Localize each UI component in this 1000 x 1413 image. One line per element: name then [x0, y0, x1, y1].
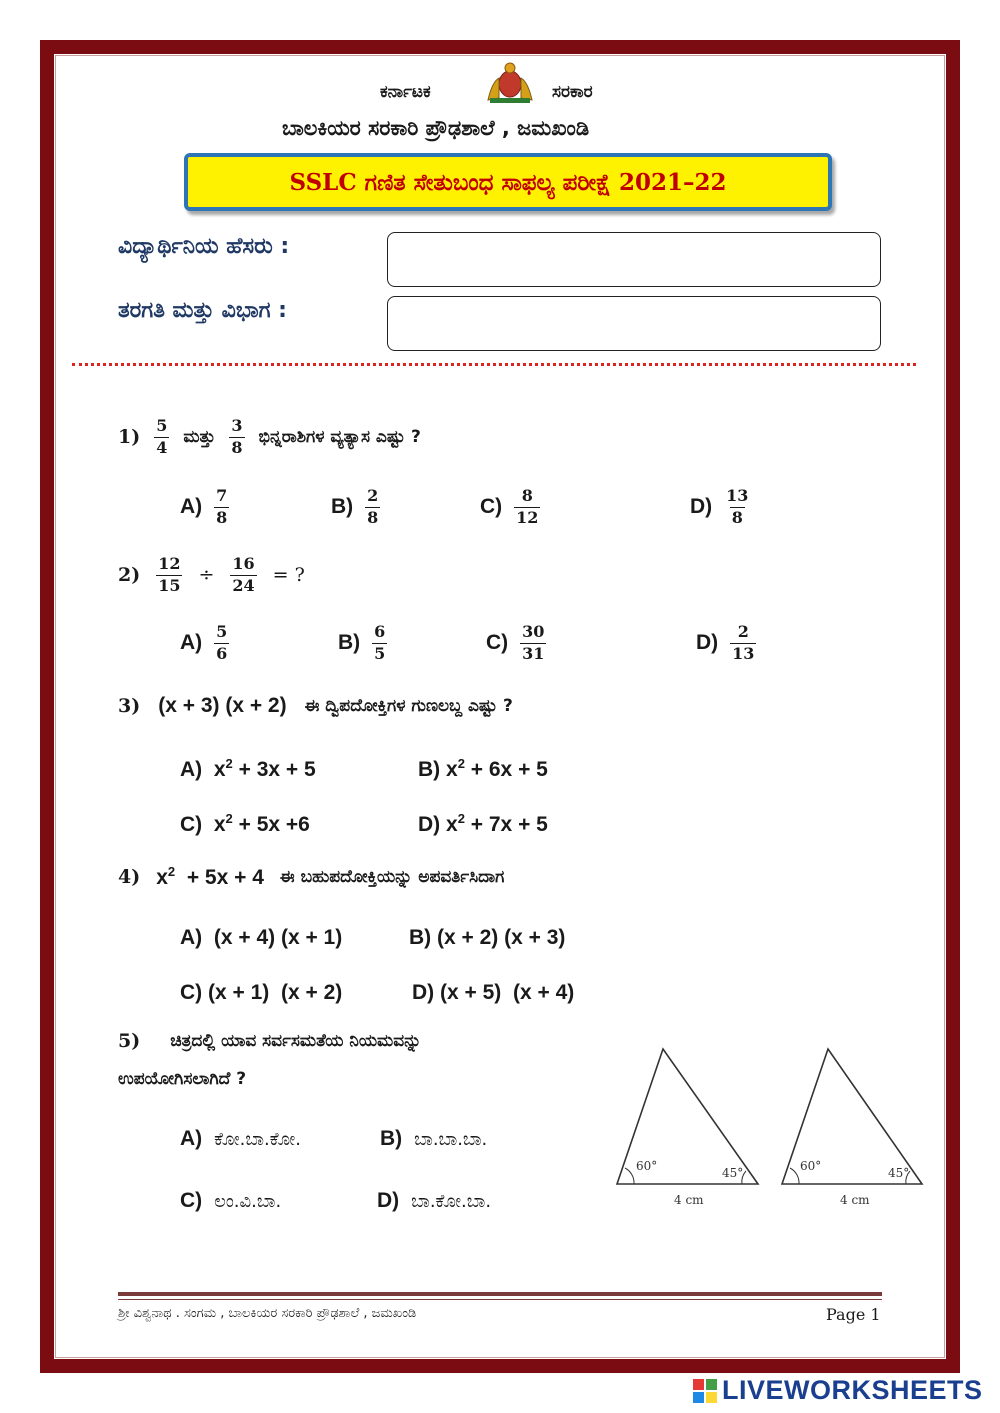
question-text: ಚಿತ್ರದಲ್ಲಿ ಯಾವ ಸರ್ವಸಮತೆಯ ನಿಯಮವನ್ನು [170, 1031, 422, 1051]
variable: x [446, 758, 458, 781]
fraction [229, 418, 244, 457]
congruent-triangles-figure [612, 1040, 928, 1220]
option-label: B) [418, 758, 441, 781]
q5-option-d[interactable] [377, 1189, 491, 1213]
denominator: 5 [374, 643, 386, 663]
exponent: 2 [457, 811, 465, 826]
q2-option-b[interactable] [338, 624, 387, 663]
side-label: 4 cm [674, 1193, 704, 1207]
divide-sign: ÷ [198, 564, 215, 587]
side-label: 4 cm [840, 1193, 870, 1207]
question-number: 2) [118, 564, 141, 587]
denominator: 31 [522, 643, 545, 663]
option-label: A) [180, 495, 203, 519]
numerator: 5 [216, 622, 228, 641]
numerator: 30 [522, 622, 545, 641]
option-text: (x + 4) (x + 1) [213, 926, 343, 949]
section-divider [72, 363, 916, 366]
numerator: 2 [367, 486, 379, 505]
equals-question: = ? [272, 564, 305, 587]
karnataka-emblem-icon [484, 60, 536, 104]
student-name-label: ವಿದ್ಯಾರ್ಥಿನಿಯ ಹೆಸರು : [118, 234, 290, 259]
option-text: + 5x +6 [238, 813, 310, 836]
angle-label-45: 45° [888, 1166, 910, 1180]
option-label: A) [180, 926, 203, 949]
option-label: D) [412, 981, 435, 1004]
q4-option-b[interactable] [409, 926, 565, 950]
q3-option-d[interactable] [418, 811, 548, 837]
header-state-right: ಸರಕಾರ [552, 82, 593, 102]
q5-option-c[interactable] [180, 1189, 281, 1213]
option-text: ಲಂ.ವಿ.ಬಾ. [214, 1190, 282, 1212]
exponent: 2 [167, 864, 176, 879]
variable: x [446, 813, 458, 836]
option-label: A) [180, 631, 203, 655]
q1-option-b[interactable] [331, 488, 380, 527]
angle-label-45: 45° [722, 1166, 744, 1180]
q2-option-d[interactable] [696, 624, 756, 663]
option-label: B) [409, 926, 432, 949]
footer-credit: ಶ್ರೀ ವಿಶ್ವನಾಥ . ಸಂಗಮ , ಬಾಲಕಿಯರ ಸರಕಾರಿ ಪ್ರೌಢಶಾಲೆ , ಜಮಖಂಡಿ [118, 1306, 417, 1321]
fraction [230, 556, 256, 595]
q5-option-a[interactable] [180, 1127, 301, 1151]
numerator: 13 [726, 486, 749, 505]
triangle-right [782, 1049, 922, 1207]
numerator: 3 [231, 416, 243, 435]
question-number: 4) [118, 866, 141, 888]
expression-text: + 5x + 4 [186, 866, 264, 889]
option-text: + 7x + 5 [470, 813, 548, 836]
option-text: (x + 1) (x + 2) [208, 981, 343, 1004]
exam-title-banner [184, 153, 832, 211]
angle-label-60: 60° [800, 1159, 822, 1173]
numerator: 12 [158, 554, 181, 573]
option-label: A) [180, 758, 203, 781]
denominator: 12 [516, 507, 539, 527]
question-number: 3) [118, 695, 141, 717]
fraction [514, 488, 540, 527]
expression: (x + 3) (x + 2) [158, 694, 287, 717]
triangle-left [617, 1049, 758, 1207]
denominator: 8 [731, 507, 743, 527]
numerator: 6 [374, 622, 386, 641]
q4-option-c[interactable] [180, 981, 342, 1005]
exam-title: SSLC ಗಣಿತ ಸೇತುಬಂಧ ಸಾಫಲ್ಯ ಪರೀಕ್ಷೆ 2021–22 [289, 168, 727, 196]
option-label: D) [690, 495, 713, 519]
denominator: 8 [231, 437, 243, 457]
angle-label-60: 60° [636, 1159, 658, 1173]
variable: x [213, 813, 226, 836]
option-label: C) [486, 631, 509, 655]
option-label: B) [380, 1127, 403, 1150]
footer-rule-thin [118, 1299, 882, 1300]
numerator: 16 [232, 554, 255, 573]
class-section-label: ತರಗತಿ ಮತ್ತು ವಿಭಾಗ : [118, 298, 287, 323]
exponent: 2 [225, 756, 233, 771]
q1-option-a[interactable] [180, 488, 229, 527]
option-label: B) [338, 631, 361, 655]
option-text: ಬಾ.ಕೋ.ಬಾ. [411, 1190, 492, 1212]
fraction [214, 488, 229, 527]
denominator: 8 [216, 507, 228, 527]
denominator: 6 [216, 643, 228, 663]
q2-option-a[interactable] [180, 624, 229, 663]
liveworksheets-logo-icon [692, 1378, 718, 1404]
denominator: 15 [158, 575, 181, 595]
question-number: 1) [118, 426, 141, 449]
watermark-text: LIVEWORKSHEETS [722, 1375, 983, 1405]
question-text-line2: ಉಪಯೋಗಿಸಲಾಗಿದೆ ? [118, 1069, 247, 1089]
variable: x [156, 866, 168, 889]
fraction [730, 624, 756, 663]
option-label: C) [180, 981, 203, 1004]
expression [156, 864, 264, 890]
fraction [214, 624, 229, 663]
q3-option-b[interactable] [418, 756, 548, 782]
question-2 [118, 556, 305, 595]
question-4 [118, 864, 504, 890]
page-number: Page 1 [826, 1305, 881, 1324]
option-text: + 3x + 5 [238, 758, 316, 781]
question-3 [118, 694, 513, 718]
option-text: + 6x + 5 [470, 758, 548, 781]
q3-option-a[interactable] [180, 756, 316, 782]
denominator: 24 [232, 575, 255, 595]
liveworksheets-watermark [692, 1375, 983, 1406]
numerator: 8 [521, 486, 533, 505]
option-label: A) [180, 1127, 203, 1150]
q1-option-d[interactable] [690, 488, 750, 527]
q4-option-d[interactable] [412, 981, 574, 1005]
exponent: 2 [225, 811, 233, 826]
school-name: ಬಾಲಕಿಯರ ಸರಕಾರಿ ಪ್ರೌಢಶಾಲೆ , ಜಮಖಂಡಿ [282, 116, 590, 140]
denominator: 8 [367, 507, 379, 527]
question-number: 5) [118, 1030, 141, 1052]
q4-option-a[interactable] [180, 926, 342, 950]
q3-option-c[interactable] [180, 811, 310, 837]
option-text: ಕೋ.ಬಾ.ಕೋ. [214, 1128, 301, 1150]
denominator: 4 [156, 437, 168, 457]
option-text: (x + 5) (x + 4) [440, 981, 575, 1004]
numerator: 5 [156, 416, 168, 435]
option-text: ಬಾ.ಬಾ.ಬಾ. [414, 1128, 488, 1150]
question-5 [118, 1030, 421, 1052]
question-text: ಈ ದ್ವಿಪದೋಕ್ತಿಗಳ ಗುಣಲಬ್ದ ಎಷ್ಟು ? [304, 696, 513, 716]
exponent: 2 [457, 756, 465, 771]
class-section-input[interactable] [387, 296, 881, 351]
option-label: B) [331, 495, 354, 519]
option-label: C) [180, 1189, 203, 1212]
option-label: D) [377, 1189, 400, 1212]
fraction [724, 488, 750, 527]
question-text: ಈ ಬಹುಪದೋಕ್ತಿಯನ್ನು ಅಪವರ್ತಿಸಿದಾಗ [279, 867, 505, 887]
q1-option-c[interactable] [480, 488, 540, 527]
option-label: C) [480, 495, 503, 519]
student-name-input[interactable] [387, 232, 881, 287]
fraction [520, 624, 546, 663]
fraction [365, 488, 380, 527]
variable: x [213, 758, 226, 781]
question-text: ಮತ್ತು [183, 427, 216, 448]
q2-option-c[interactable] [486, 624, 546, 663]
fraction [156, 556, 182, 595]
q5-option-b[interactable] [380, 1127, 487, 1151]
option-label: D) [418, 813, 441, 836]
footer-rule [118, 1292, 882, 1296]
option-label: D) [696, 631, 719, 655]
question-1 [118, 418, 421, 457]
header-state-left: ಕರ್ನಾಟಕ [380, 82, 431, 102]
fraction [372, 624, 387, 663]
option-text: (x + 2) (x + 3) [437, 926, 566, 949]
denominator: 13 [732, 643, 755, 663]
question-text: ಭಿನ್ನರಾಶಿಗಳ ವ್ಯತ್ಯಾಸ ಎಷ್ಟು ? [258, 427, 421, 448]
fraction [154, 418, 169, 457]
numerator: 7 [216, 486, 228, 505]
numerator: 2 [737, 622, 749, 641]
option-label: C) [180, 813, 203, 836]
